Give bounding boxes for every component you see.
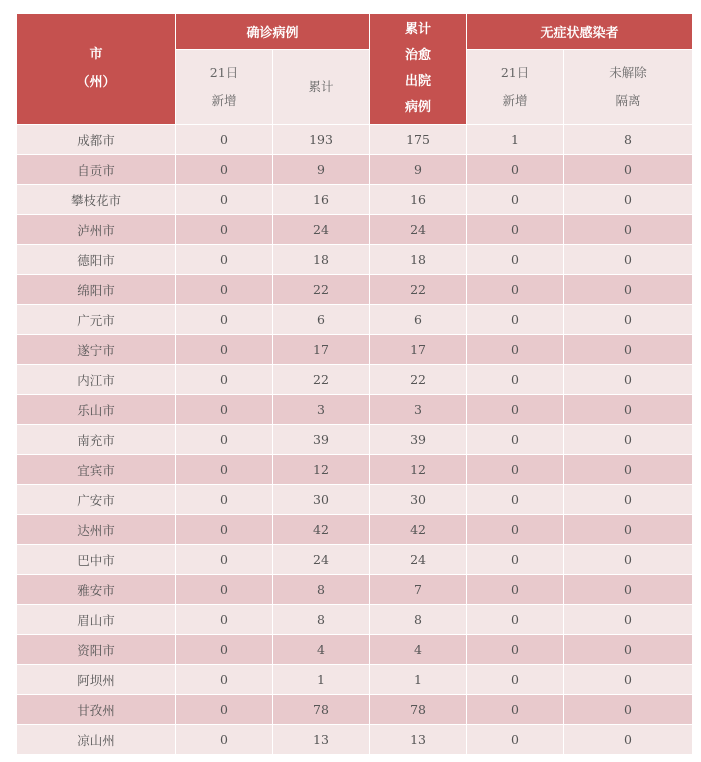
cell-asym-new: 0 <box>467 215 564 245</box>
cell-asym-new: 0 <box>467 665 564 695</box>
cell-confirmed-total: 193 <box>273 125 370 155</box>
cell-cured-total: 12 <box>370 455 467 485</box>
table-header <box>17 14 693 125</box>
header-cured-line-3: 出院 <box>405 74 432 89</box>
header-confirmed-total: 累计 <box>273 50 370 125</box>
table-row <box>17 275 693 305</box>
table-row <box>17 485 693 515</box>
cell-asym-isolated: 8 <box>564 125 693 155</box>
cell-confirmed-total: 24 <box>273 545 370 575</box>
covid-stats-table <box>16 13 693 755</box>
header-city-line-2: （州） <box>76 75 116 90</box>
cell-confirmed-total: 3 <box>273 395 370 425</box>
table-row <box>17 395 693 425</box>
cell-confirmed-total: 30 <box>273 485 370 515</box>
table-row <box>17 305 693 335</box>
table-row <box>17 245 693 275</box>
cell-asym-new: 0 <box>467 425 564 455</box>
table-row <box>17 515 693 545</box>
header-cured-line-1: 累计 <box>405 22 432 37</box>
cell-city: 内江市 <box>17 365 176 395</box>
cell-city: 泸州市 <box>17 215 176 245</box>
cell-asym-isolated: 0 <box>564 335 693 365</box>
cell-city: 广安市 <box>17 485 176 515</box>
header-confirmed: 确诊病例 <box>176 14 370 50</box>
cell-asym-new: 1 <box>467 125 564 155</box>
cell-confirmed-new: 0 <box>176 515 273 545</box>
cell-cured-total: 6 <box>370 305 467 335</box>
cell-city: 广元市 <box>17 305 176 335</box>
cell-confirmed-total: 16 <box>273 185 370 215</box>
cell-asym-new: 0 <box>467 395 564 425</box>
cell-confirmed-total: 6 <box>273 305 370 335</box>
table-row <box>17 155 693 185</box>
cell-asym-isolated: 0 <box>564 215 693 245</box>
cell-confirmed-new: 0 <box>176 215 273 245</box>
table-row <box>17 365 693 395</box>
cell-city: 绵阳市 <box>17 275 176 305</box>
cell-confirmed-new: 0 <box>176 635 273 665</box>
cell-city: 巴中市 <box>17 545 176 575</box>
cell-cured-total: 8 <box>370 605 467 635</box>
cell-city: 攀枝花市 <box>17 185 176 215</box>
cell-cured-total: 30 <box>370 485 467 515</box>
header-confirmed-new-line-2: 新增 <box>211 93 237 108</box>
cell-asym-isolated: 0 <box>564 665 693 695</box>
cell-asym-isolated: 0 <box>564 185 693 215</box>
header-cured-line-2: 治愈 <box>405 48 432 63</box>
cell-city: 甘孜州 <box>17 695 176 725</box>
cell-city: 德阳市 <box>17 245 176 275</box>
cell-confirmed-total: 12 <box>273 455 370 485</box>
cell-confirmed-new: 0 <box>176 605 273 635</box>
cell-asym-isolated: 0 <box>564 275 693 305</box>
cell-asym-new: 0 <box>467 155 564 185</box>
cell-confirmed-total: 22 <box>273 275 370 305</box>
cell-city: 眉山市 <box>17 605 176 635</box>
cell-asym-isolated: 0 <box>564 545 693 575</box>
cell-asym-isolated: 0 <box>564 515 693 545</box>
header-confirmed-new <box>176 50 273 125</box>
cell-cured-total: 9 <box>370 155 467 185</box>
cell-city: 资阳市 <box>17 635 176 665</box>
cell-confirmed-total: 1 <box>273 665 370 695</box>
cell-confirmed-new: 0 <box>176 245 273 275</box>
cell-cured-total: 22 <box>370 275 467 305</box>
cell-confirmed-new: 0 <box>176 485 273 515</box>
cell-confirmed-total: 13 <box>273 725 370 755</box>
cell-city: 阿坝州 <box>17 665 176 695</box>
cell-city: 遂宁市 <box>17 335 176 365</box>
table-body <box>17 125 693 755</box>
table-row <box>17 725 693 755</box>
cell-cured-total: 7 <box>370 575 467 605</box>
cell-confirmed-total: 78 <box>273 695 370 725</box>
cell-asym-isolated: 0 <box>564 395 693 425</box>
cell-cured-total: 13 <box>370 725 467 755</box>
cell-asym-new: 0 <box>467 575 564 605</box>
cell-confirmed-new: 0 <box>176 425 273 455</box>
cell-asym-new: 0 <box>467 545 564 575</box>
cell-asym-isolated: 0 <box>564 485 693 515</box>
cell-confirmed-new: 0 <box>176 365 273 395</box>
cell-confirmed-new: 0 <box>176 455 273 485</box>
cell-asym-new: 0 <box>467 695 564 725</box>
cell-confirmed-new: 0 <box>176 155 273 185</box>
table-row <box>17 185 693 215</box>
cell-asym-isolated: 0 <box>564 635 693 665</box>
cell-asym-new: 0 <box>467 455 564 485</box>
header-cured-line-4: 病例 <box>405 100 432 115</box>
cell-confirmed-total: 9 <box>273 155 370 185</box>
cell-asym-new: 0 <box>467 725 564 755</box>
covid-stats-table-container <box>16 13 692 755</box>
header-asymptomatic: 无症状感染者 <box>467 14 693 50</box>
cell-asym-isolated: 0 <box>564 695 693 725</box>
cell-cured-total: 3 <box>370 395 467 425</box>
cell-city: 乐山市 <box>17 395 176 425</box>
cell-asym-isolated: 0 <box>564 605 693 635</box>
header-city-line-1: 市 <box>89 47 103 62</box>
cell-confirmed-new: 0 <box>176 665 273 695</box>
cell-confirmed-new: 0 <box>176 185 273 215</box>
cell-asym-isolated: 0 <box>564 455 693 485</box>
cell-confirmed-total: 17 <box>273 335 370 365</box>
cell-confirmed-new: 0 <box>176 125 273 155</box>
cell-confirmed-new: 0 <box>176 575 273 605</box>
header-asym-new-line-2: 新增 <box>502 93 528 108</box>
cell-city: 雅安市 <box>17 575 176 605</box>
cell-confirmed-new: 0 <box>176 545 273 575</box>
table-row <box>17 635 693 665</box>
cell-asym-new: 0 <box>467 485 564 515</box>
table-row <box>17 695 693 725</box>
cell-confirmed-total: 22 <box>273 365 370 395</box>
cell-confirmed-new: 0 <box>176 305 273 335</box>
cell-confirmed-new: 0 <box>176 395 273 425</box>
cell-asym-new: 0 <box>467 335 564 365</box>
cell-cured-total: 1 <box>370 665 467 695</box>
cell-cured-total: 78 <box>370 695 467 725</box>
cell-asym-new: 0 <box>467 185 564 215</box>
cell-cured-total: 4 <box>370 635 467 665</box>
cell-asym-isolated: 0 <box>564 365 693 395</box>
cell-asym-new: 0 <box>467 305 564 335</box>
header-city <box>17 14 176 125</box>
cell-cured-total: 18 <box>370 245 467 275</box>
cell-cured-total: 22 <box>370 365 467 395</box>
cell-city: 南充市 <box>17 425 176 455</box>
header-asym-new-line-1: 21日 <box>500 65 530 80</box>
cell-city: 自贡市 <box>17 155 176 185</box>
cell-asym-new: 0 <box>467 635 564 665</box>
header-asym-isolated-line-1: 未解除 <box>609 65 647 80</box>
header-asym-isolated <box>564 50 693 125</box>
table-row <box>17 545 693 575</box>
cell-confirmed-total: 4 <box>273 635 370 665</box>
cell-asym-new: 0 <box>467 275 564 305</box>
cell-confirmed-total: 39 <box>273 425 370 455</box>
cell-confirmed-total: 8 <box>273 575 370 605</box>
cell-city: 宜宾市 <box>17 455 176 485</box>
cell-cured-total: 39 <box>370 425 467 455</box>
cell-asym-new: 0 <box>467 245 564 275</box>
cell-city: 成都市 <box>17 125 176 155</box>
header-asym-isolated-line-2: 隔离 <box>615 93 641 108</box>
cell-asym-isolated: 0 <box>564 575 693 605</box>
cell-cured-total: 42 <box>370 515 467 545</box>
table-row <box>17 605 693 635</box>
cell-asym-isolated: 0 <box>564 305 693 335</box>
table-row <box>17 665 693 695</box>
cell-confirmed-total: 42 <box>273 515 370 545</box>
header-confirmed-new-line-1: 21日 <box>209 65 239 80</box>
cell-asym-isolated: 0 <box>564 245 693 275</box>
table-row <box>17 575 693 605</box>
cell-confirmed-new: 0 <box>176 275 273 305</box>
cell-asym-isolated: 0 <box>564 725 693 755</box>
cell-city: 达州市 <box>17 515 176 545</box>
cell-confirmed-new: 0 <box>176 695 273 725</box>
cell-confirmed-new: 0 <box>176 335 273 365</box>
cell-city: 凉山州 <box>17 725 176 755</box>
cell-cured-total: 17 <box>370 335 467 365</box>
cell-confirmed-total: 24 <box>273 215 370 245</box>
cell-asym-new: 0 <box>467 515 564 545</box>
table-row <box>17 425 693 455</box>
cell-cured-total: 175 <box>370 125 467 155</box>
cell-cured-total: 16 <box>370 185 467 215</box>
cell-asym-isolated: 0 <box>564 425 693 455</box>
header-cured <box>370 14 467 125</box>
table-row <box>17 215 693 245</box>
cell-confirmed-total: 18 <box>273 245 370 275</box>
cell-confirmed-total: 8 <box>273 605 370 635</box>
cell-confirmed-new: 0 <box>176 725 273 755</box>
cell-asym-isolated: 0 <box>564 155 693 185</box>
table-row <box>17 125 693 155</box>
cell-asym-new: 0 <box>467 605 564 635</box>
cell-asym-new: 0 <box>467 365 564 395</box>
header-asym-new <box>467 50 564 125</box>
cell-cured-total: 24 <box>370 545 467 575</box>
table-row <box>17 335 693 365</box>
cell-cured-total: 24 <box>370 215 467 245</box>
table-row <box>17 455 693 485</box>
